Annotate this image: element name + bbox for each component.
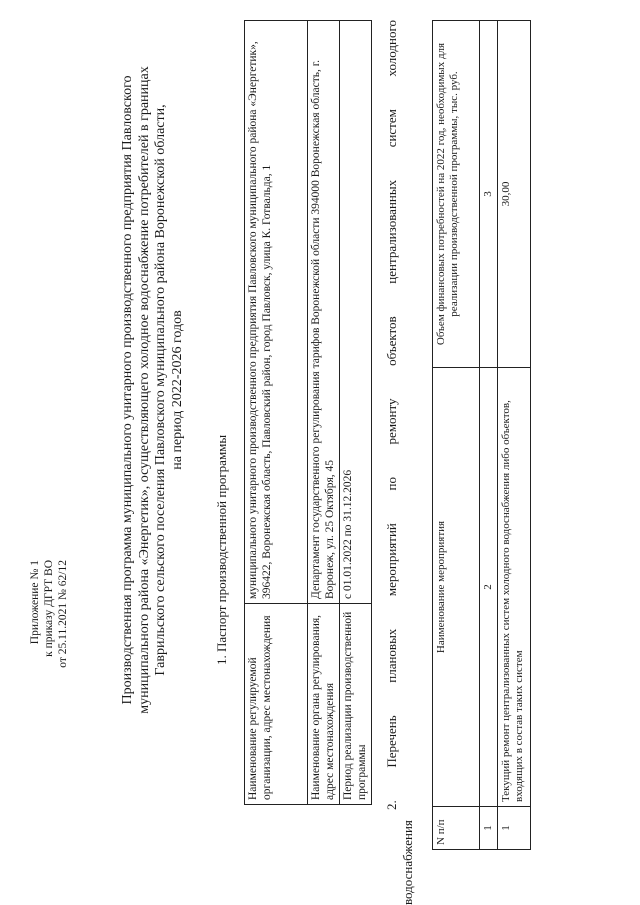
passport-label: Наименование органа регулирования, адрес местонахождения xyxy=(308,604,340,805)
table-header-row xyxy=(433,21,480,850)
title-line-4: на период 2022-2026 годов xyxy=(169,310,185,470)
passport-table xyxy=(244,20,372,805)
index-cell-1: 1 xyxy=(480,807,498,850)
measures-table xyxy=(432,20,531,850)
passport-value: с 01.01.2022 по 31.12.2026 xyxy=(340,21,372,604)
passport-label: Наименование регулируемой организации, адрес местонахождения xyxy=(245,604,308,805)
appendix-note xyxy=(28,560,70,668)
row-value: 30,00 xyxy=(498,21,531,368)
table-row xyxy=(308,21,340,805)
table-row xyxy=(245,21,308,805)
index-cell-2: 2 xyxy=(480,368,498,807)
header-volume: Объем финансовых потребностей на 2022 год, необходимых для реализации производственной программы, тыс. руб. xyxy=(433,21,480,368)
title-line-3: Гаврильского сельского поселения Павловского муниципального района Воронежской области, xyxy=(153,104,168,676)
appendix-line-3: от 25.11.2021 № 62/12 xyxy=(57,560,69,668)
section-2-heading-line-2: водоснабжения xyxy=(400,820,415,905)
title-line-1: Производственная программа муниципального унитарного производственного предприятия Павловского xyxy=(120,75,135,705)
passport-value: муниципального унитарного производственного предприятия Павловского муниципального района «Энергетик», 396422, Воронежская область, Павловский район, город Павловск, улица К. Готвальда, 1 xyxy=(245,21,308,604)
header-num: N п/п xyxy=(433,807,480,850)
appendix-line-2: к приказу ДГРТ ВО xyxy=(43,560,55,657)
row-num: 1 xyxy=(498,807,531,850)
table-row xyxy=(498,21,531,850)
title-line-2: муниципального района «Энергетик», осуществляющего холодное водоснабжение потребителей в границах xyxy=(136,66,152,714)
table-index-row xyxy=(480,21,498,850)
appendix-line-1: Приложение № 1 xyxy=(29,560,41,645)
row-name: Текущий ремонт централизованных систем холодного водоснабжения либо объектов, входящих в состав таких систем xyxy=(498,368,531,807)
passport-label: Период реализации производственной программы xyxy=(340,604,372,805)
section-1-heading: 1. Паспорт производственной программы xyxy=(214,434,229,665)
index-cell-3: 3 xyxy=(480,21,498,368)
table-row xyxy=(340,21,372,805)
section-2-heading xyxy=(384,20,416,905)
passport-value: Департамент государственного регулирования тарифов Воронежской области 394000 Воронежская область, г. Воронеж, ул. 25 Октября, 45 xyxy=(308,21,340,604)
section-2-heading-line-1: 2. Перечень плановых мероприятий по ремонту объектов централизованных систем холодного xyxy=(384,20,399,810)
header-name: Наименование мероприятия xyxy=(433,368,480,807)
document-title xyxy=(120,35,186,745)
